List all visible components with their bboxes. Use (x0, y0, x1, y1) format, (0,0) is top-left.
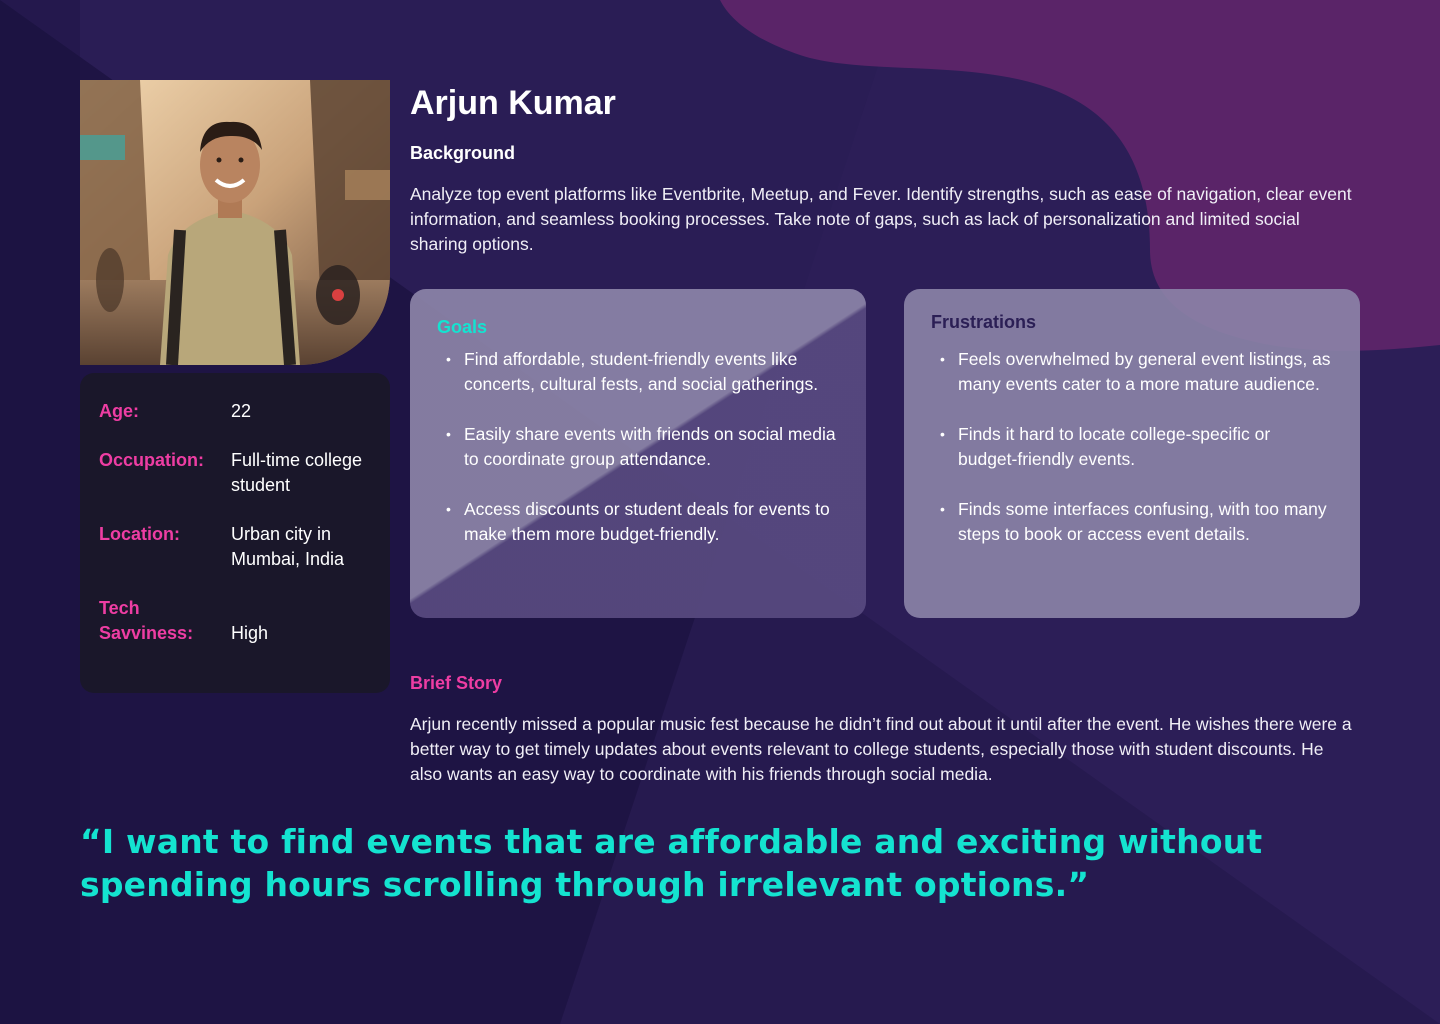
persona-photo (80, 80, 390, 365)
info-value: Full-time college student (231, 450, 363, 495)
info-value: 22 (231, 401, 252, 421)
background-text: Analyze top event platforms like Eventbrite, Meetup, and Fever. Identify strengths, such as ease of navigation, clear event information, and seamless booking processes. Take note of gaps, such as lack of personalization and limited social sharing options. (410, 184, 1352, 254)
info-value: Urban city in Mumbai, India (231, 524, 345, 569)
info-label: Location: (99, 524, 180, 544)
info-label: Age: (99, 401, 139, 421)
frustration-item: • Finds it hard to locate college-specific or budget-friendly events. (931, 422, 1334, 472)
info-row-tech-savviness (99, 596, 371, 646)
info-row-occupation (99, 448, 371, 498)
goal-item: • Easily share events with friends on social media to coordinate group attendance. (437, 422, 840, 472)
info-row-location (99, 522, 371, 572)
brief-story-text: Arjun recently missed a popular music fest because he didn’t find out about it until after the event. He wishes there were a better way to get timely updates about events relevant to college students, especially those with student discounts. He also wants an easy way to coordinate with his friends through social media. (410, 714, 1352, 784)
goals-title: Goals (437, 317, 488, 337)
goal-item: • Access discounts or student deals for events to make them more budget-friendly. (437, 497, 840, 547)
frustration-item: • Feels overwhelmed by general event listings, as many events cater to a more mature audience. (931, 347, 1334, 397)
info-label: Tech Savviness: (99, 598, 194, 643)
frustrations-list (931, 347, 1334, 547)
brief-story-heading: Brief Story (410, 673, 503, 693)
goals-card (410, 289, 866, 618)
background-heading: Background (410, 143, 516, 163)
frustrations-card (904, 289, 1360, 618)
frustration-item: • Finds some interfaces confusing, with too many steps to book or access event details. (931, 497, 1334, 547)
info-label: Occupation: (99, 450, 205, 470)
info-value: High (231, 623, 269, 643)
persona-name: Arjun Kumar (410, 84, 616, 122)
info-row-age (99, 399, 371, 424)
goals-list (437, 347, 840, 547)
goal-item: • Find affordable, student-friendly events like concerts, cultural fests, and social gatherings. (437, 347, 840, 397)
persona-quote: “I want to find events that are affordable and exciting without spending hours scrolling through irrelevant options.” (80, 822, 1263, 904)
frustrations-title: Frustrations (931, 312, 1037, 332)
persona-info-card (80, 373, 390, 693)
